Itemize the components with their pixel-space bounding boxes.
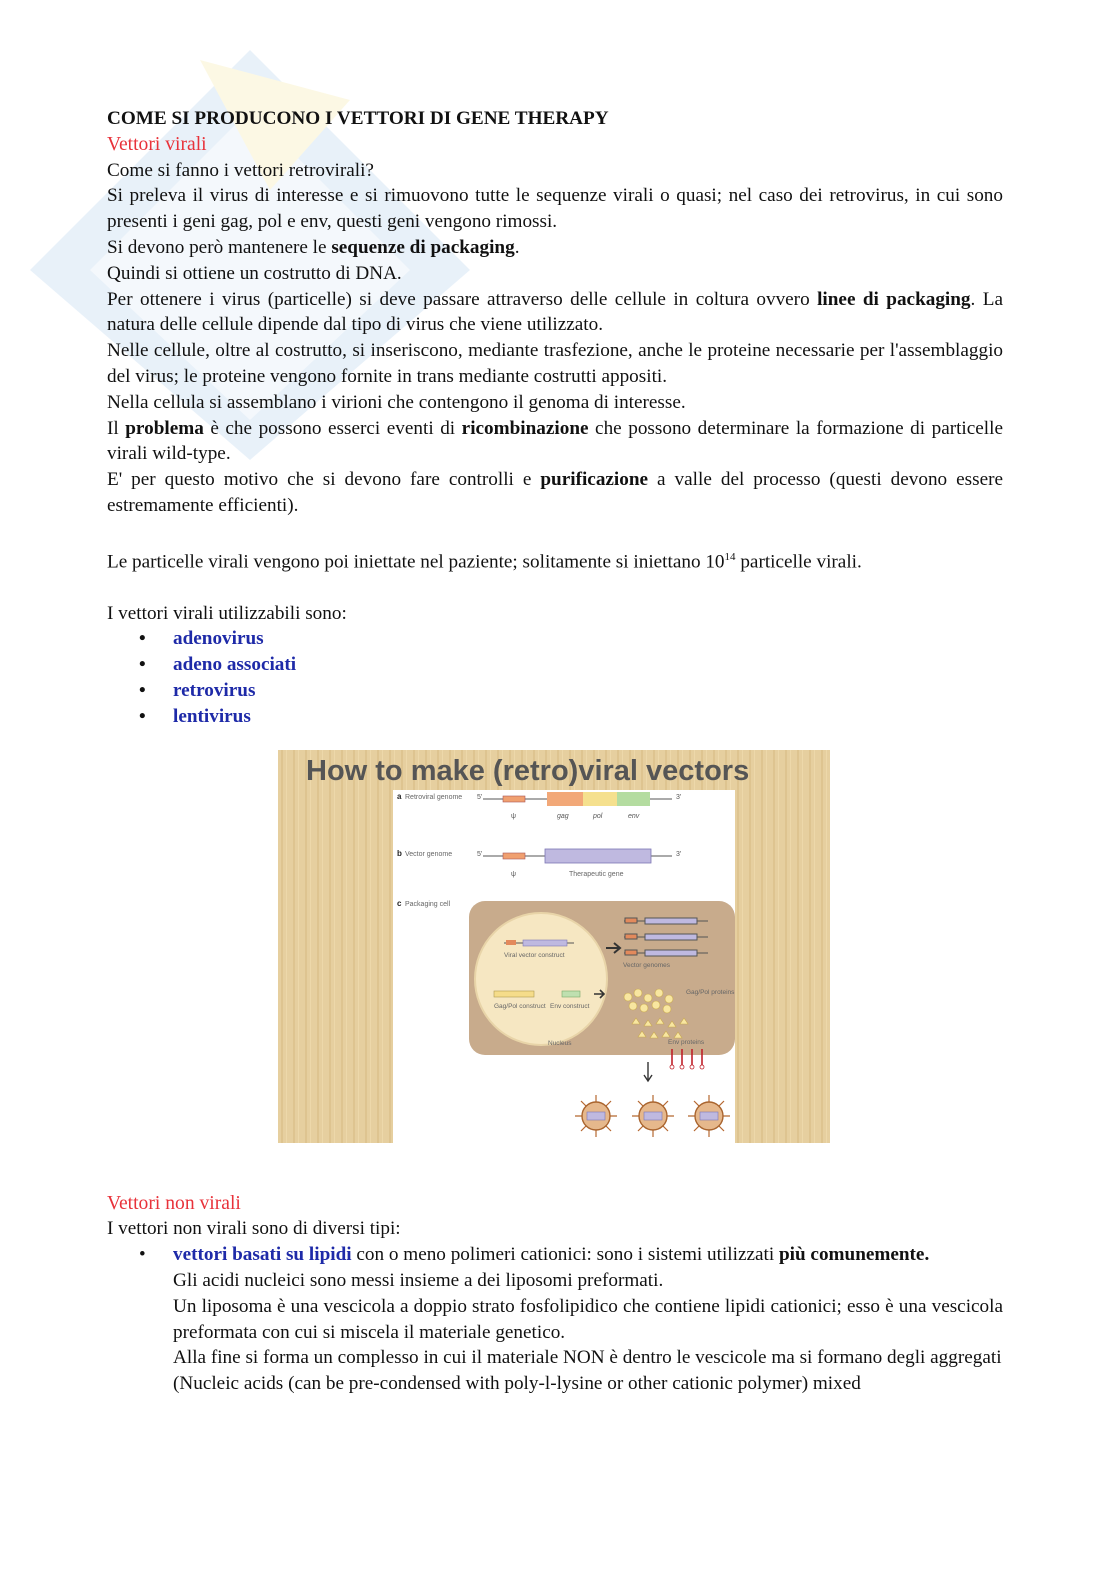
pol-label: pol xyxy=(593,812,603,820)
paragraph: Nelle cellule, oltre al costrutto, si inseriscono, mediante trasfezione, anche le proteine necessarie per l'assemblaggio del virus; le proteine vengono fornite in trans mediante costrutti appositi. xyxy=(107,340,1003,387)
svg-text:3': 3' xyxy=(676,793,682,801)
viral-vector-construct-label: Viral vector construct xyxy=(504,951,565,959)
paragraph: Le particelle virali vengono poi iniettate nel paziente; solitamente si iniettano $10^{14}$ particelle virali. xyxy=(107,550,862,572)
panel-a-text: Retroviral genome xyxy=(405,793,463,801)
section-heading-viral: Vettori virali xyxy=(107,133,207,155)
vector-genomes-label: Vector genomes xyxy=(623,961,670,969)
env-proteins-label: Env proteins xyxy=(668,1038,705,1046)
paragraph: Nella cellula si assemblano i virioni che contengono il genoma di interesse. xyxy=(107,391,686,413)
paragraph: Alla fine si forma un complesso in cui il materiale NON è dentro le vescicole ma si formano degli aggregati xyxy=(173,1347,1002,1369)
gagpol-proteins-label: Gag/Pol proteins xyxy=(686,988,735,996)
env-gene xyxy=(617,792,650,806)
panel-c-text: Packaging cell xyxy=(405,900,451,908)
document-body xyxy=(107,106,1003,1397)
gag-gene xyxy=(547,792,583,806)
nucleus-label: Nucleus xyxy=(548,1039,572,1047)
paragraph: (Nucleic acids (can be pre-condensed with poly-l-lysine or other cationic polymer) mixed xyxy=(173,1373,861,1395)
list-item: • adenovirus xyxy=(107,626,1003,652)
list-item: • lentivirus xyxy=(107,704,1003,730)
paragraph: Si devono però mantenere le sequenze di packaging. xyxy=(107,236,520,258)
paragraph: Un liposoma è una vescicola a doppio strato fosfolipidico che contiene lipidi cationici; esso è una vescicola preformata con cui si miscela il materiale genetico. xyxy=(173,1295,1003,1343)
panel-b-text: Vector genome xyxy=(405,850,453,858)
therapeutic-gene xyxy=(545,849,651,863)
paragraph: Quindi si ottiene un costrutto di DNA. xyxy=(107,262,402,284)
gag-label: gag xyxy=(557,812,569,820)
svg-text:ψ: ψ xyxy=(511,870,516,878)
list-item: • adeno associati xyxy=(107,652,1003,678)
env-construct-label: Env construct xyxy=(550,1002,590,1010)
panel-b-label: b xyxy=(397,848,402,858)
therapeutic-label: Therapeutic gene xyxy=(569,870,624,878)
gagpol-construct-label: Gag/Pol construct xyxy=(494,1002,546,1010)
svg-text:3': 3' xyxy=(676,850,682,858)
nucleus xyxy=(475,913,607,1045)
figure-title: How to make (retro)viral vectors xyxy=(306,754,750,787)
paragraph: Come si fanno i vettori retrovirali? xyxy=(107,159,374,181)
panel-c-label: c xyxy=(397,898,402,908)
svg-text:5': 5' xyxy=(477,850,483,858)
paragraph: I vettori virali utilizzabili sono: xyxy=(107,602,347,624)
document-title: COME SI PRODUCONO I VETTORI DI GENE THERAPY xyxy=(107,108,609,129)
env-label: env xyxy=(628,812,640,820)
list-item: • retrovirus xyxy=(107,678,1003,704)
paragraph: Per ottenere i virus (particelle) si deve passare attraverso delle cellule in coltura ovvero linee di packaging. La natura delle cellule dipende dal tipo di virus che viene utilizzato. xyxy=(107,288,1003,336)
retroviral-vector-figure xyxy=(278,750,830,1143)
paragraph: E' per questo motivo che si devono fare controlli e purificazione a valle del processo (questi devono essere estremamente efficienti). xyxy=(107,469,1004,516)
panel-a-label: a xyxy=(397,791,402,801)
list-item: • vettori basati su lipidi con o meno polimeri cationici: sono i sistemi utilizzati più comunemente. xyxy=(107,1242,1003,1268)
paragraph: Il problema è che possono esserci eventi di ricombinazione che possono determinare la formazione di particelle virali wild-type. xyxy=(107,417,1003,465)
paragraph: I vettori non virali sono di diversi tipi: xyxy=(107,1218,401,1240)
paragraph: Si preleva il virus di interesse e si rimuovono tutte le sequenze virali o quasi; nel caso dei retrovirus, in cui sono presenti i geni gag, pol e env, questi geni vengono rimossi. xyxy=(107,185,1003,233)
section-heading-nonviral: Vettori non virali xyxy=(107,1192,241,1214)
pol-gene xyxy=(583,792,617,806)
nonviral-vector-list xyxy=(107,1242,1003,1268)
viral-vector-list xyxy=(107,626,1003,729)
paragraph: Gli acidi nucleici sono messi insieme a dei liposomi preformati. xyxy=(173,1269,664,1291)
svg-text:5': 5' xyxy=(477,793,483,801)
svg-text:ψ: ψ xyxy=(511,812,516,820)
